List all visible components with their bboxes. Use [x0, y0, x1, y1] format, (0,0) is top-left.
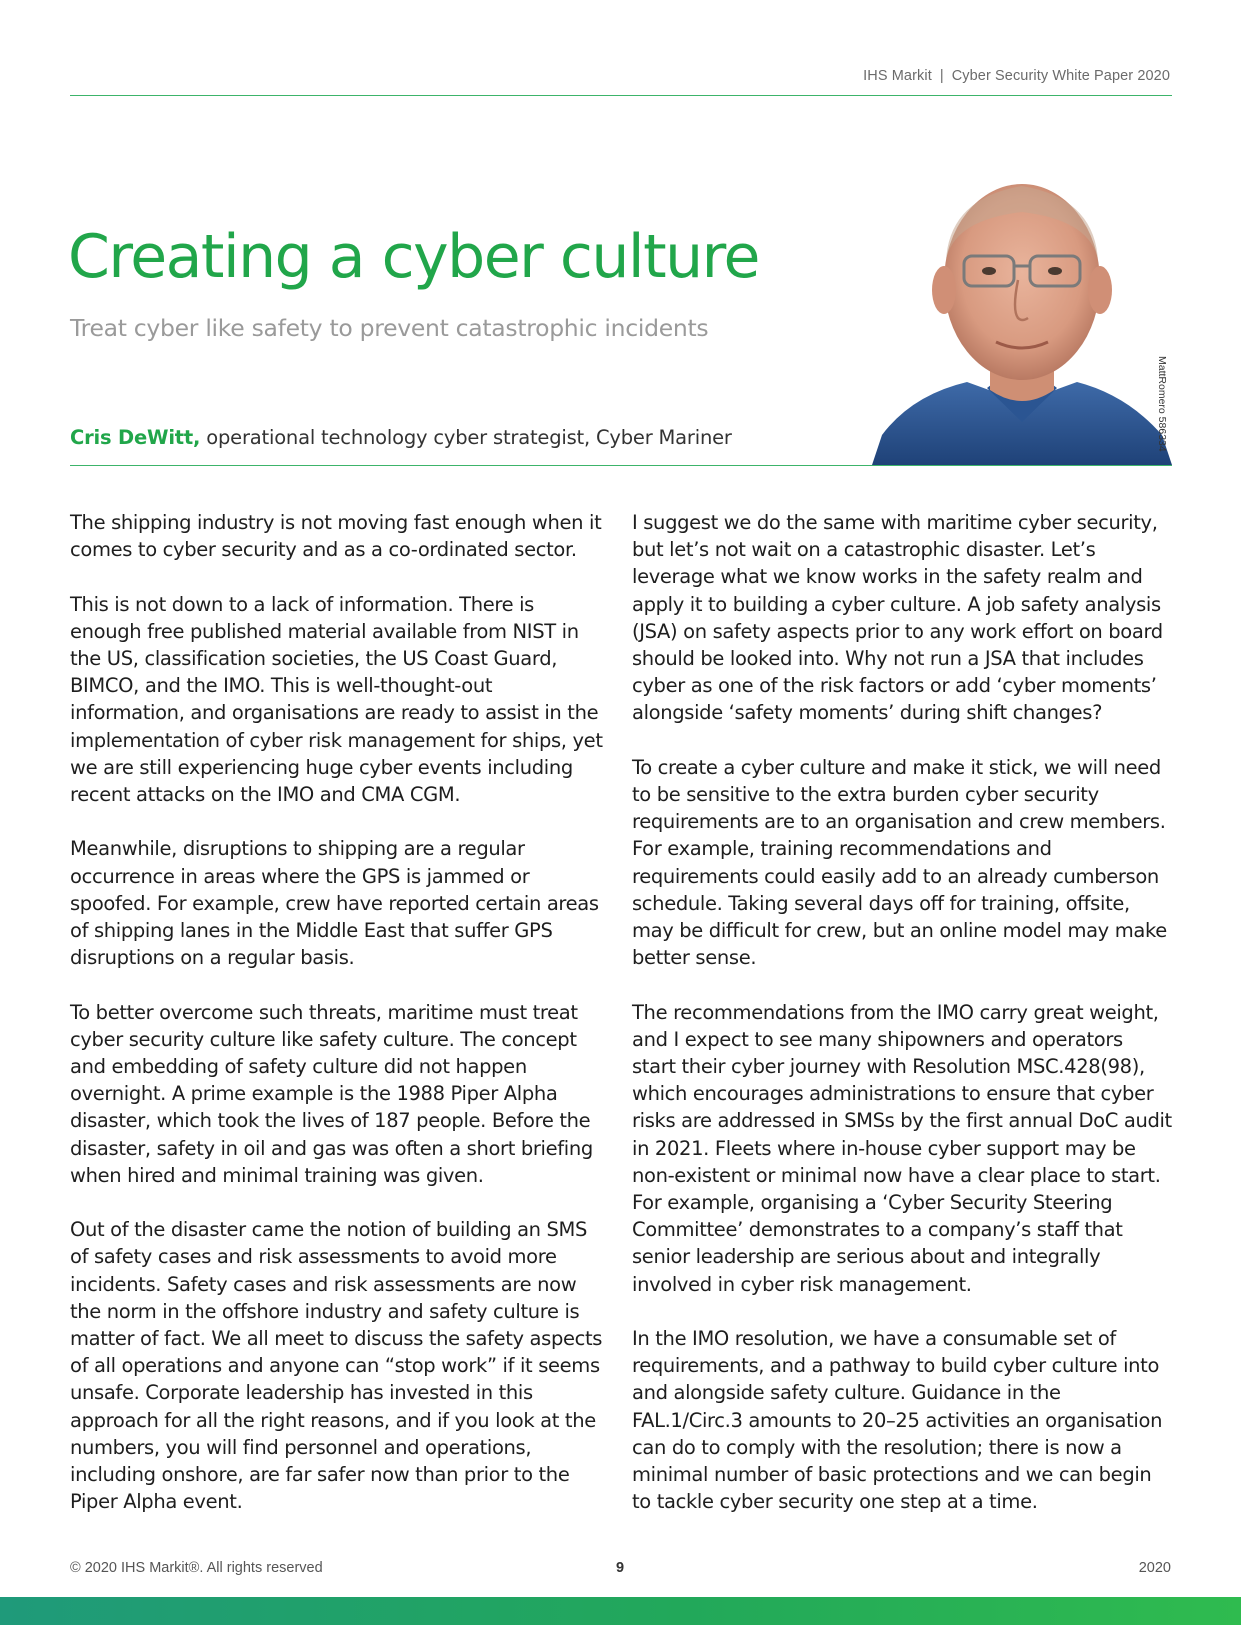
author-role: operational technology cyber strategist, Cyber Mariner [200, 426, 732, 449]
photo-credit: MattRomero 586334 [1156, 356, 1168, 452]
footer-page-number: 9 [616, 1560, 625, 1576]
article-subtitle: Treat cyber like safety to prevent catastrophic incidents [70, 314, 709, 342]
header-publication: Cyber Security White Paper 2020 [951, 68, 1170, 84]
page-header [70, 66, 1172, 96]
paragraph: I suggest we do the same with maritime cyber security, but let’s not wait on a catastrophic disaster. Let’s leverage what we know works in the safety realm and apply it to building a cyber culture. A job safety analysis (JSA) on safety aspects prior to any work effort on board should be looked into. Why not run a JSA that includes cyber as one of the risk factors or add ‘cyber moments’ alongside ‘safety moments’ during shift changes? [632, 511, 1163, 725]
paragraph: To create a cyber culture and make it stick, we will need to be sensitive to the extra burden cyber security requirements are to an organisation and crew members. For example, training recommendations and requirements could easily add to an already cumberson schedule. Taking several days off for training, offsite, may be difficult for crew, but an online model may make better sense. [632, 755, 1167, 970]
paragraph: Out of the disaster came the notion of building an SMS of safety cases and risk assessments to avoid more incidents. Safety cases and risk assessments are now the norm in the offshore industry and safety culture is matter of fact. We all meet to discuss the safety aspects of all operations and anyone can “stop work” if it seems unsafe. Corporate leadership has invested in this approach for all the right reasons, and if you look at the numbers, you will find personnel and operations, including onshore, are far safer now than prior to the Piper Alpha event. [70, 1218, 603, 1514]
author-byline [70, 426, 732, 449]
paragraph: The shipping industry is not moving fast enough when it comes to cyber security and as a co-ordinated sector. [70, 511, 602, 562]
paragraph: In the IMO resolution, we have a consumable set of requirements, and a pathway to build cyber culture into and alongside safety culture. Guidance in the FAL.1/Circ.3 amounts to 20–25 activities an organisation can do to comply with the resolution; there is now a minimal number of basic protections and we can begin to tackle cyber security one step at a time. [632, 1327, 1163, 1514]
header-text [863, 68, 1170, 84]
paragraph: To better overcome such threats, maritime must treat cyber security culture like safety culture. The concept and embedding of safety culture did not happen overnight. A prime example is the 1988 Piper Alpha disaster, which took the lives of 187 people. Before the disaster, safety in oil and gas was often a short briefing when hired and minimal training was given. [70, 1000, 593, 1187]
right-column [632, 509, 1172, 1543]
footer-color-bar [0, 1597, 1241, 1625]
left-column [70, 509, 610, 1543]
author-name: Cris DeWitt, [70, 426, 201, 449]
header-separator: | [939, 68, 944, 84]
header-brand: IHS Markit [863, 68, 932, 84]
footer-copyright: © 2020 IHS Markit®. All rights reserved [70, 1560, 323, 1576]
footer-year: 2020 [1138, 1560, 1171, 1576]
author-photo [872, 150, 1172, 465]
paragraph: Meanwhile, disruptions to shipping are a regular occurrence in areas where the GPS is jammed or spoofed. For example, crew have reported certain areas of shipping lanes in the Middle East that suffer GPS disruptions on a regular basis. [70, 837, 599, 970]
divider [70, 465, 1172, 466]
paragraph: This is not down to a lack of information. There is enough free published material available from NIST in the US, classification societies, the US Coast Guard, BIMCO, and the IMO. This is well-thought-out information, and organisations are ready to assist in the implementation of cyber risk management for ships, yet we are still experiencing huge cyber events including recent attacks on the IMO and CMA CGM. [70, 592, 603, 807]
paragraph: The recommendations from the IMO carry great weight, and I expect to see many shipowners and operators start their cyber journey with Resolution MSC.428(98), which encourages administrations to ensure that cyber risks are addressed in SMSs by the first annual DoC audit in 2021. Fleets where in-house cyber support may be non-existent or minimal now have a clear place to start. For example, organising a ‘Cyber Security Steering Committee’ demonstrates to a company’s staff that senior leadership are serious about and integrally involved in cyber risk management. [632, 1000, 1172, 1296]
article-title: Creating a cyber culture [68, 222, 759, 292]
